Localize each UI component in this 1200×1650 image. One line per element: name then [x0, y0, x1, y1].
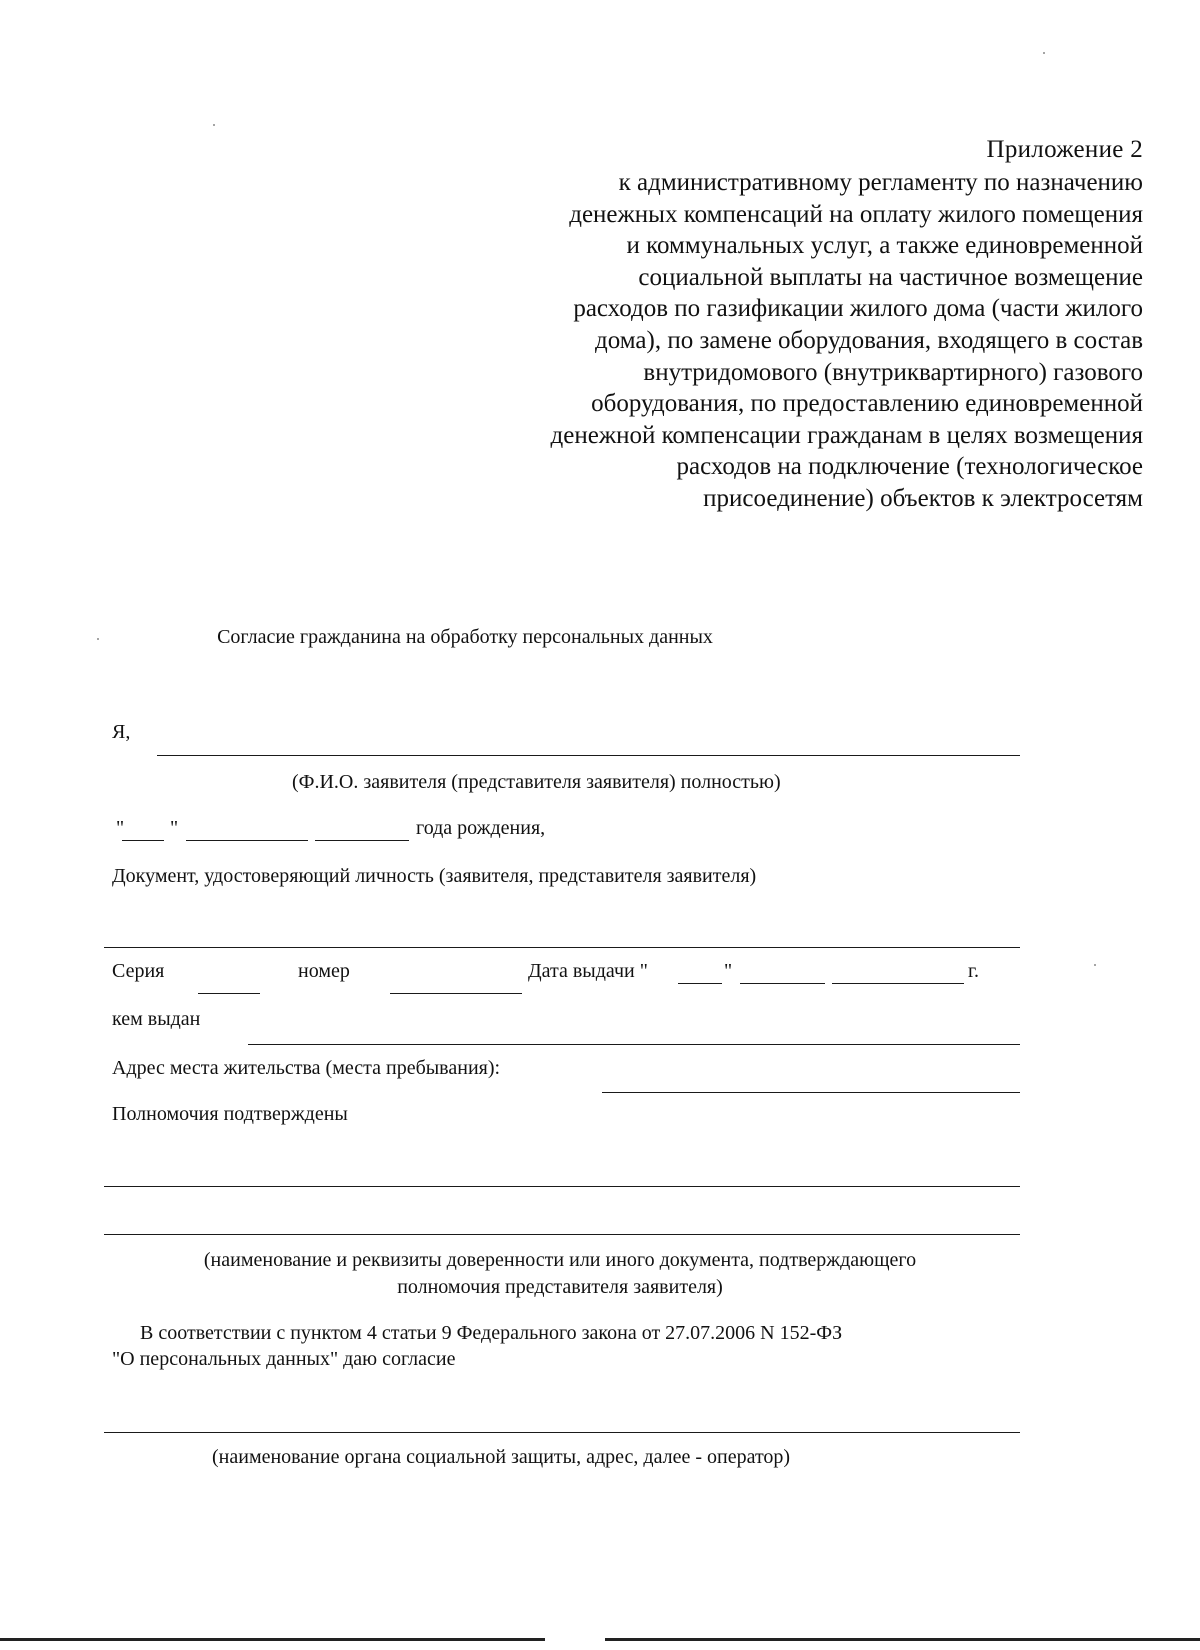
- issued-by-line[interactable]: [248, 1044, 1020, 1045]
- issue-day-line[interactable]: [678, 983, 722, 984]
- authority-line-2[interactable]: [104, 1234, 1020, 1235]
- consent-text-line-1: В соответствии с пунктом 4 статьи 9 Федерального закона от 27.07.2006 N 152-ФЗ: [140, 1322, 843, 1344]
- scan-speck: [213, 124, 215, 126]
- birth-day-line[interactable]: [122, 840, 164, 841]
- appendix-title: Приложение 2: [986, 136, 1143, 163]
- fio-line[interactable]: [157, 755, 1020, 756]
- consent-text-line-2: "О персональных данных" даю согласие: [112, 1348, 456, 1370]
- address-line[interactable]: [602, 1092, 1020, 1093]
- authority-caption-line: (наименование и реквизиты доверенности или иного документа, подтверждающего: [203, 1249, 917, 1271]
- number-line[interactable]: [390, 993, 522, 994]
- authority-caption: [100, 1247, 1020, 1301]
- birth-quote-close: ": [170, 817, 179, 839]
- series-line[interactable]: [198, 993, 260, 994]
- number-label: номер: [298, 960, 350, 982]
- appendix-line: дома), по замене оборудования, входящего в состав: [595, 326, 1143, 354]
- appendix-line: к административному регламенту по назначению: [618, 169, 1143, 196]
- appendix-line: социальной выплаты на частичное возмещение: [638, 263, 1143, 291]
- birth-year-line[interactable]: [315, 840, 409, 841]
- id-document-line[interactable]: [104, 947, 1020, 948]
- document-title: Согласие гражданина на обработку персональных данных: [217, 626, 713, 648]
- issue-year-line[interactable]: [832, 983, 964, 984]
- operator-caption: (наименование органа социальной защиты, адрес, далее - оператор): [212, 1446, 791, 1468]
- issue-month-line[interactable]: [740, 983, 825, 984]
- appendix-line: и коммунальных услуг, а также единовременной: [626, 232, 1143, 260]
- fio-caption: (Ф.И.О. заявителя (представителя заявителя) полностью): [292, 771, 781, 793]
- scan-speck: [97, 638, 99, 640]
- issue-date-label: Дата выдачи ": [528, 960, 648, 982]
- authority-caption-line: полномочия представителя заявителя): [397, 1276, 723, 1298]
- appendix-line: денежных компенсаций на оплату жилого помещения: [569, 200, 1143, 228]
- issue-quote-close: ": [724, 960, 733, 982]
- operator-line[interactable]: [104, 1432, 1020, 1433]
- appendix-line: расходов на подключение (технологическое: [676, 453, 1143, 481]
- scan-speck: [1094, 964, 1096, 966]
- birth-quote-open: ": [116, 817, 125, 839]
- appendix-description: [443, 167, 1143, 515]
- birth-label: года рождения,: [416, 817, 546, 839]
- appendix-line: внутридомового (внутриквартирного) газового: [643, 358, 1143, 386]
- issued-by-label: кем выдан: [112, 1008, 201, 1030]
- appendix-line: присоединение) объектов к электросетям: [703, 484, 1143, 512]
- appendix-line: расходов по газификации жилого дома (части жилого: [573, 295, 1143, 323]
- address-label: Адрес места жительства (места пребывания):: [112, 1057, 501, 1079]
- year-suffix: г.: [968, 960, 979, 982]
- authority-label: Полномочия подтверждены: [112, 1103, 348, 1125]
- series-label: Серия: [112, 960, 165, 982]
- scan-speck: [1043, 52, 1045, 54]
- appendix-line: денежной компенсации гражданам в целях возмещения: [550, 421, 1143, 449]
- i-label: Я,: [112, 721, 131, 743]
- id-document-label: Документ, удостоверяющий личность (заявителя, представителя заявителя): [112, 865, 757, 887]
- birth-month-line[interactable]: [186, 840, 308, 841]
- appendix-line: оборудования, по предоставлению единовременной: [591, 390, 1143, 418]
- authority-line-1[interactable]: [104, 1186, 1020, 1187]
- scan-edge-gap: [545, 1637, 605, 1642]
